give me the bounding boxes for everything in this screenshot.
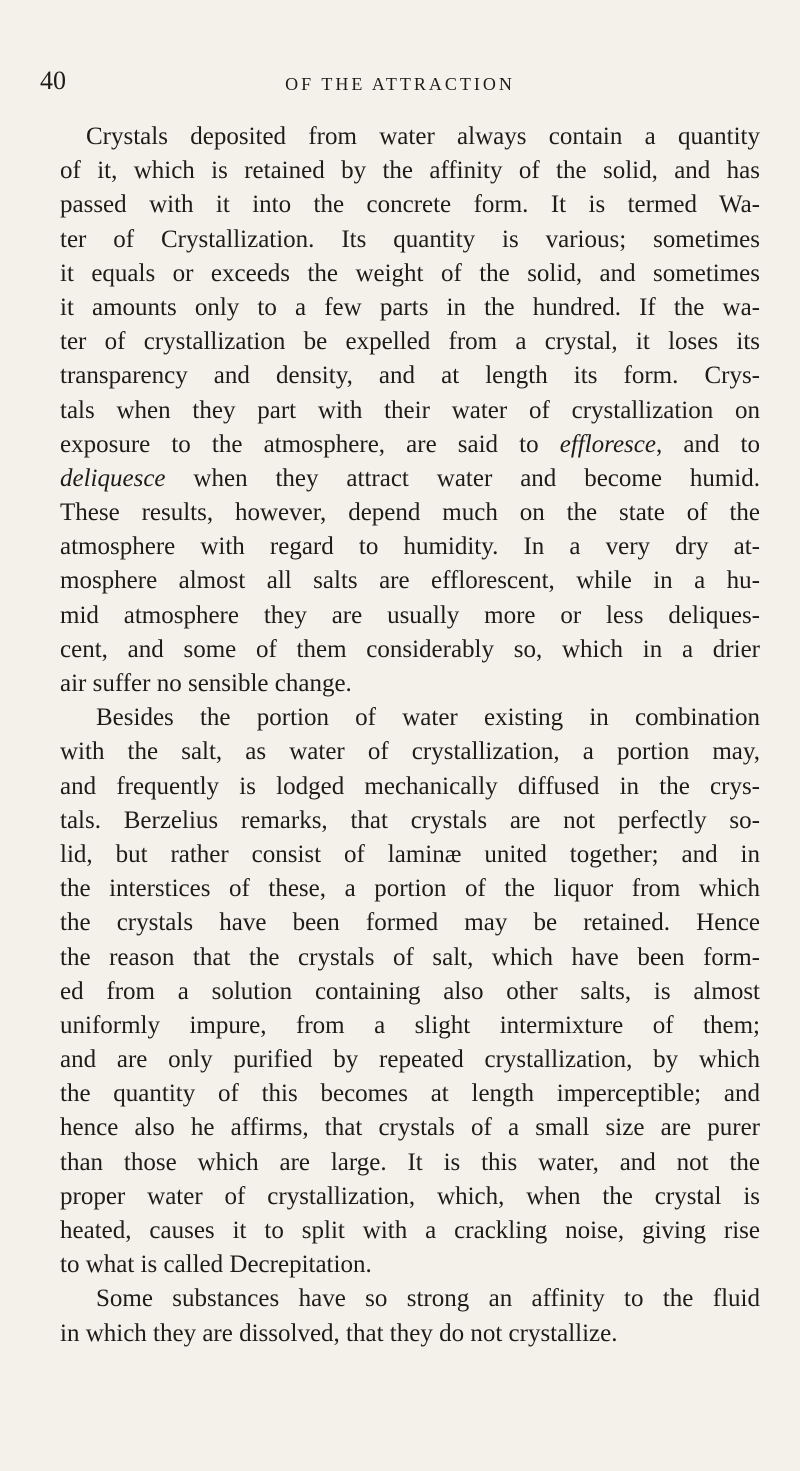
text-line: Some substances have so strong an affinity to the fluid (96, 1285, 760, 1313)
text-line: ter of crystallization be expelled from a crystal, it loses its (60, 328, 760, 356)
running-head: OF THE ATTRACTION (285, 74, 515, 94)
text-line: atmosphere with regard to humidity. In a very dry at- (60, 533, 760, 561)
text-line: to what is called Decrepitation. (60, 1251, 372, 1279)
text-line: and are only purified by repeated crystallization, by which (60, 1046, 760, 1074)
text-line: in which they are dissolved, that they do not crystallize. (60, 1319, 618, 1347)
text-line: the interstices of these, a portion of the liquor from which (60, 875, 760, 903)
text-line: transparency and density, and at length its form. Crys- (60, 362, 760, 390)
text-line: proper water of crystallization, which, when the crystal is (60, 1182, 760, 1210)
text-line: ed from a solution containing also other salts, is almost (60, 977, 760, 1005)
text-run: , and to (655, 430, 760, 458)
text-line: the quantity of this becomes at length imperceptible; and (60, 1080, 760, 1108)
italic-term: effloresce (559, 430, 656, 458)
text-line: mid atmosphere they are usually more or less deliques- (60, 601, 760, 629)
text-line: air suffer no sensible change. (60, 670, 352, 697)
text-line: ter of Crystallization. Its quantity is various; sometimes (60, 225, 760, 253)
text-line: it equals or exceeds the weight of the solid, and sometimes (60, 259, 760, 287)
text-line: the reason that the crystals of salt, which have been form- (60, 943, 760, 971)
text-line: lid, but rather consist of laminæ united together; and in (60, 840, 760, 868)
text-line: than those which are large. It is this water, and not the (60, 1148, 760, 1176)
text-run: when they attract water and become humid. (165, 464, 760, 492)
text-line: with the salt, as water of crystallization, a portion may, (60, 738, 760, 766)
text-line: the crystals have been formed may be retained. Hence (60, 909, 760, 937)
text-line: hence also he affirms, that crystals of a small size are purer (60, 1114, 760, 1142)
text-line: tals. Berzelius remarks, that crystals are not perfectly so- (60, 806, 760, 834)
text-line: mosphere almost all salts are efflorescent, while in a hu- (60, 567, 760, 595)
text-line (60, 462, 760, 496)
text-line: tals when they part with their water of crystallization on (60, 396, 760, 424)
text-line: heated, causes it to split with a crackling noise, giving rise (60, 1217, 760, 1244)
page-number: 40 (40, 66, 66, 95)
italic-term: deliquesce (60, 464, 166, 492)
text-line: and frequently is lodged mechanically diffused in the crys- (60, 772, 760, 800)
text-line (60, 428, 760, 462)
text-line: uniformly impure, from a slight intermixture of them; (60, 1011, 760, 1039)
body-text (60, 120, 760, 1351)
text-line: of it, which is retained by the affinity of the solid, and has (60, 157, 760, 185)
text-line: passed with it into the concrete form. It is termed Wa- (60, 191, 760, 219)
text-line: These results, however, depend much on the state of the (60, 499, 760, 527)
text-line: Crystals deposited from water always contain a quantity (86, 123, 760, 150)
text-line: Besides the portion of water existing in combination (96, 704, 760, 732)
page-header (40, 66, 760, 98)
text-line: cent, and some of them considerably so, which in a drier (60, 635, 760, 663)
text-line: it amounts only to a few parts in the hundred. If the wa- (60, 293, 760, 321)
text-run: exposure to the atmosphere, are said to (60, 430, 560, 458)
